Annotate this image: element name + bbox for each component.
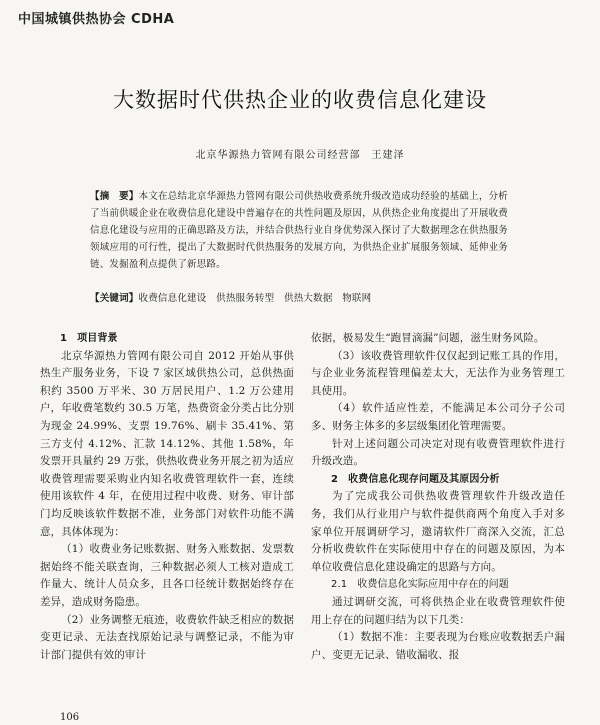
- section-heading-1: 1 项目背景: [60, 333, 118, 344]
- paragraph: 针对上述问题公司决定对现有收费管理软件进行升级改造。: [311, 437, 565, 468]
- article-title: 大数据时代供热企业的收费信息化建设: [113, 88, 487, 112]
- right-column: [311, 330, 565, 664]
- left-column: [40, 330, 294, 664]
- keywords: [90, 290, 508, 307]
- paragraph: 为了完成我公司供热收费管理软件升级改造任务，我们从行业用户与软件提供商两个角度入手对多家单位开展调研学习，邀请软件厂商深入交流，汇总分析收费软件在实际使用中存在的问题及原因，为本单位收费信息化建设确定的思路与方向。: [311, 490, 565, 573]
- subsection-heading-2-1: 2.1 收费信息化实际应用中存在的问题: [331, 579, 509, 591]
- paragraph: （1）收费业务记账数据、财务入账数据、发票数据始终不能关联查询，三种数据必须人工核对造成工作量大、统计人员众多，且各口径统计数据始终存在差异，造成财务隐患。: [40, 543, 294, 608]
- paragraph: （1）数据不准：主要表现为台账应收数据丢户漏户、变更无记录、错收漏收、报: [311, 631, 565, 661]
- section-heading-2: 2 收费信息化现存问题及其原因分析: [331, 473, 500, 485]
- abstract-label: 【摘 要】: [90, 191, 139, 202]
- author-line: 北京华源热力管网有限公司经营部 王建泽: [195, 150, 405, 161]
- paragraph: （2）业务调整无痕迹，收费软件缺乏相应的数据变更记录、无法查找原始记录与调整记录，不能为审计部门提供有效的审计: [40, 613, 294, 661]
- paragraph: （4）软件适应性差，不能满足本公司分子公司多、财务主体多的多层级集团化管理需要。: [311, 402, 565, 432]
- paragraph: 通过调研交流，可将供热企业在收费管理软件使用上存在的问题归结为以下几类：: [311, 595, 565, 626]
- paragraph: 依据，极易发生“跑冒滴漏”问题，滋生财务风险。: [311, 332, 545, 344]
- keywords-label: 【关键词】: [90, 293, 139, 304]
- paragraph: （3）该收费管理软件仅仅起到记账工具的作用，与企业业务流程管理偏差太大，无法作为业务管理工具使用。: [311, 349, 565, 397]
- abstract-text: 本文在总结北京华源热力管网有限公司供热收费系统升级改造成功经验的基础上，分析了当前供暖企业在收费信息化建设中普遍存在的共性问题及原因，从供热企业角度提出了开展收费信息化建设与应用的正确思路及方法，并结合供热行业自身优势深入探讨了大数据理念在供热服务领域应用的可行性，提出了大数据时代供热服务的发展方向，为供热企业扩展服务领域、延伸业务链、发掘盈利点提供了新思路。: [90, 191, 508, 270]
- abstract: [90, 188, 508, 273]
- paragraph: 北京华源热力管网有限公司自 2012 开始从事供热生产服务业务，下设 7 家区域供热公司，总供热面积约 3500 万平米、30 万居民用户、1.2 万公建用户，年收费笔数约 30.5 万笔，热费资金分类占比分别为现金 24.99%、支票 19.76%、刷卡 35.41%、第三方支付 4.12%、汇款 14.12%、其他 1.58%，年发票开具量约 29 万张，供热收费业务开展之初为适应收费管理需要采购业内知名收费管理软件一套，连续使用该软件 4 年，在使用过程中收费、财务、审计部门均反映该软件数据不准，业务部门对软件功能不满意，具体体现为：: [40, 349, 294, 538]
- page-number: 106: [60, 712, 80, 723]
- journal-header: 中国城镇供热协会 CDHA: [18, 12, 175, 27]
- keywords-text: 收费信息化建设 供热服务转型 供热大数据 物联网: [138, 293, 372, 304]
